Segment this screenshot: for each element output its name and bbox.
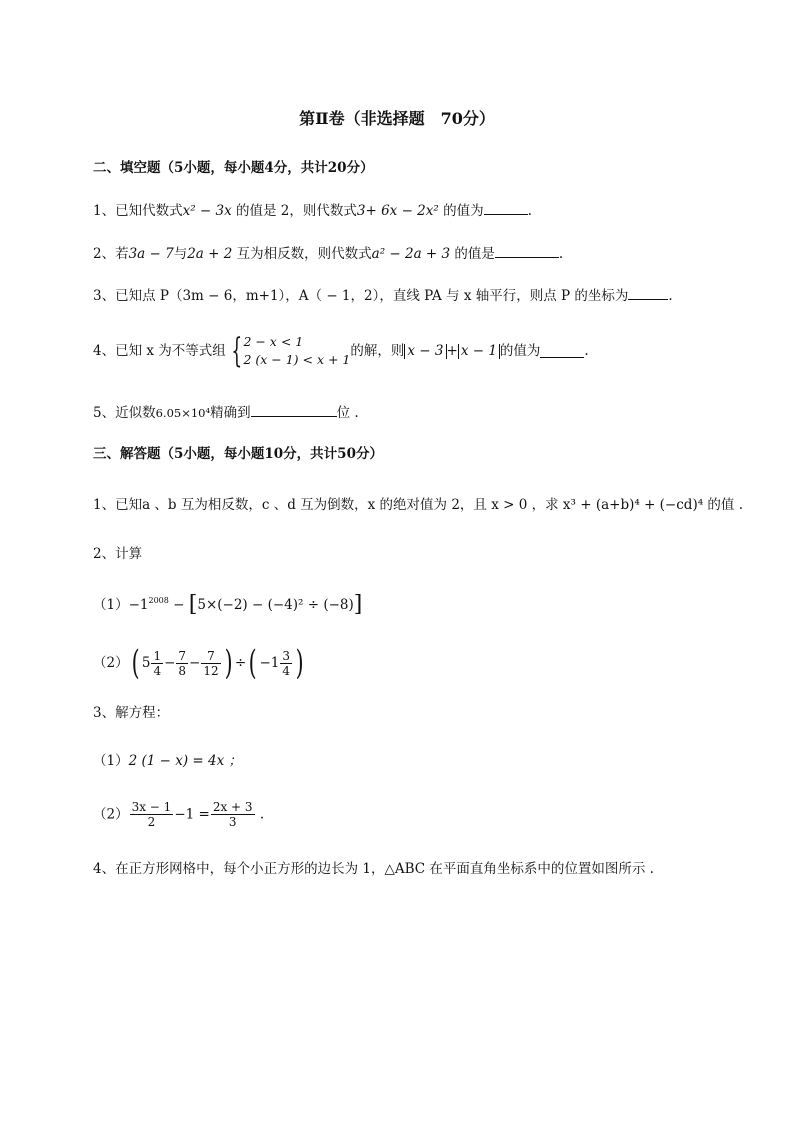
- fraction: $\frac{1}{4}$: [153, 648, 162, 678]
- question-3-1: 1、已知a 、b 互为相反数，c 、d 互为倒数，x 的绝对值为 2，且 x > 0 ，求 x³ + (a+b)⁴ + (−cd)⁴ 的值 .: [93, 497, 744, 513]
- question-3-3: 3、解方程：: [93, 705, 170, 721]
- fraction: $\frac{7}{8}$: [178, 648, 187, 678]
- fraction: $\frac{3x - 1}{2}$: [131, 800, 172, 829]
- inequality-system: 2 − x < 1 2 (x − 1) < x + 1: [243, 334, 351, 367]
- question-3-2-part-2: （2）( 5 $\frac{1}{4}$ − $\frac{7}{8}$ − $\frac{7}{12}$ ) ÷( −1 $\frac{3}{4}$ ): [93, 643, 304, 683]
- question-2-3: 3、已知点 P（3m − 6，m+1），A（ − 1，2），直线 PA 与 x 轴平行，则点 P 的坐标为 .: [93, 288, 673, 304]
- page-title: 第Ⅱ卷（非选择题 70分）: [299, 109, 495, 128]
- question-2-2: 2、若3a − 7与2a + 2 互为相反数，则代数式a² − 2a + 3 的值是 .: [93, 246, 564, 262]
- fraction: $\frac{2x + 3}{3}$: [212, 800, 253, 829]
- question-3-3-part-2: （2） $\frac{3x - 1}{2}$ −1 = $\frac{2x + 3}{3}$ .: [93, 800, 265, 829]
- question-2-5: 5、近似数6.05×10⁴精确到 位 .: [93, 405, 359, 421]
- abs-value: x − 3: [404, 344, 446, 359]
- fraction: $\frac{3}{4}$: [282, 648, 291, 678]
- abs-value: x − 1: [458, 344, 500, 359]
- answer-blank[interactable]: [251, 404, 337, 417]
- question-2-1: 1、已知代数式x² − 3x 的值是 2，则代数式3+ 6x − 2x² 的值为 .: [93, 203, 532, 219]
- question-3-4: 4、在正方形网格中，每个小正方形的边长为 1，△ABC 在平面直角坐标系中的位置如图所示 .: [93, 861, 654, 877]
- fraction: $\frac{7}{12}$: [203, 648, 219, 678]
- question-3-2-part-1: $(1)-1^{2008} - [5\times(-2) - (-4)^2 \div (-8)]$: [93, 592, 363, 617]
- answer-blank[interactable]: [628, 287, 668, 300]
- section-heading-fill-blank: 二、填空题（5小题，每小题4分，共计20分）: [93, 160, 374, 176]
- system-brace: {: [231, 331, 243, 371]
- section-heading-solve: 三、解答题（5小题，每小题10分，共计50分）: [93, 446, 383, 462]
- question-2-4: 4、已知 x 为不等式组 { 2 − x < 1 2 (x − 1) < x + 1 的解，则 x − 3 + x − 1 的值为 .: [93, 331, 589, 371]
- answer-blank[interactable]: [484, 202, 528, 215]
- answer-blank[interactable]: [495, 245, 559, 258]
- answer-blank[interactable]: [540, 345, 584, 358]
- question-3-2: 2、计算: [93, 546, 143, 562]
- question-3-3-part-1: （1）2 (1 − x) = 4x ；: [93, 753, 242, 769]
